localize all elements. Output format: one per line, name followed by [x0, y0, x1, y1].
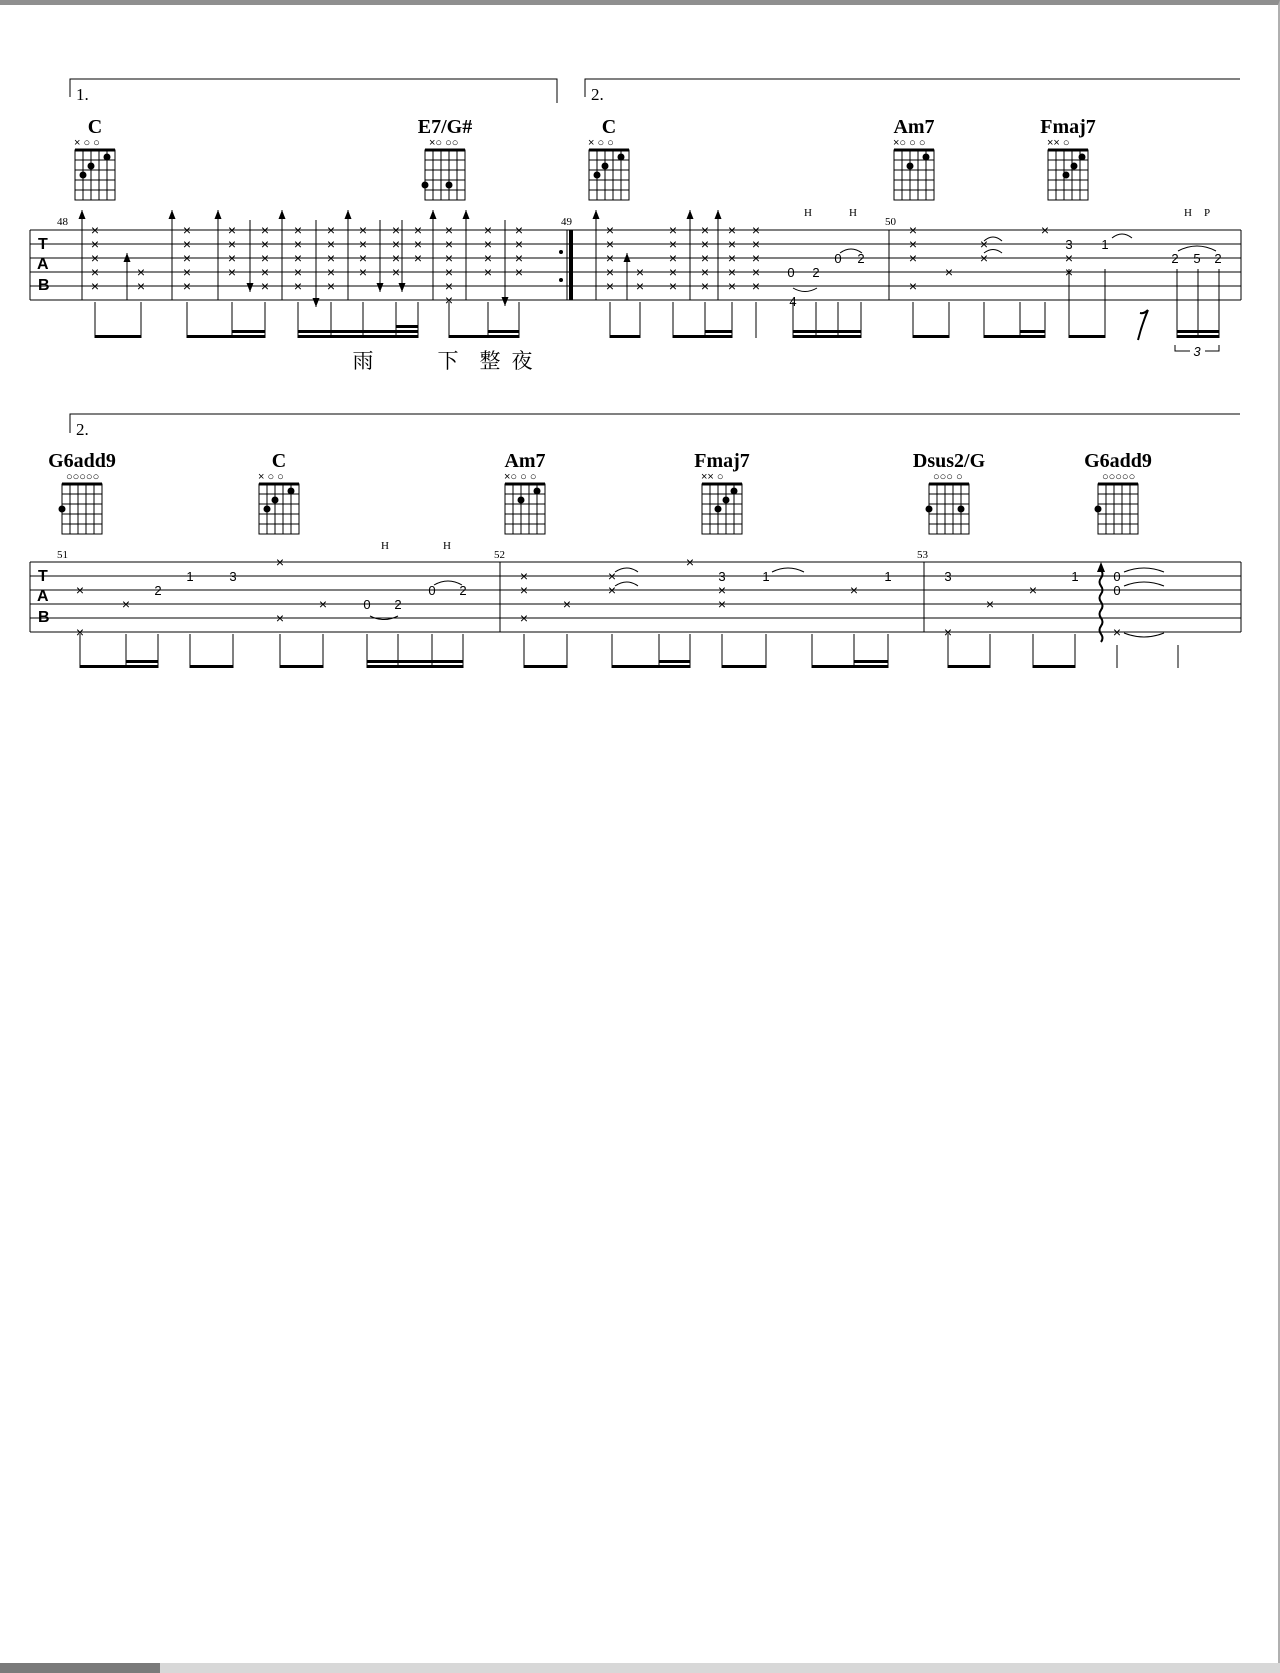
hammer-on-mark: H [849, 207, 857, 219]
chord-diagram-c [258, 450, 299, 534]
chord-diagram-fmaj7 [694, 450, 750, 534]
muted-note-x: × [727, 250, 737, 266]
strum-down-arrow-icon [313, 298, 320, 307]
muted-note-x: × [444, 292, 454, 308]
page-bottom-bar-segment [0, 1663, 160, 1673]
muted-note-x: × [444, 236, 454, 252]
chord-diagram-dsus2-g [913, 450, 986, 534]
strum-down-arrow-icon [247, 283, 254, 292]
open-mute-markers: × ○ ○ [588, 137, 614, 149]
note-beam [705, 330, 732, 333]
chord-diagram-c [588, 116, 629, 200]
muted-note-x: × [849, 582, 859, 598]
tab-label-t: T [38, 236, 48, 253]
muted-note-x: × [700, 250, 710, 266]
muted-note-x: × [908, 222, 918, 238]
muted-note-x: × [668, 278, 678, 294]
muted-note-x: × [182, 222, 192, 238]
muted-note-x: × [607, 582, 617, 598]
fret-number: 0 [428, 583, 436, 598]
tab-label-a: A [37, 256, 49, 273]
muted-note-x: × [483, 222, 493, 238]
muted-note-x: × [908, 250, 918, 266]
note-beam [793, 330, 861, 333]
muted-note-x: × [751, 264, 761, 280]
muted-note-x: × [668, 250, 678, 266]
tab-label-b: B [38, 609, 50, 626]
muted-note-x: × [483, 236, 493, 252]
chord-name: C [271, 450, 287, 472]
muted-note-x: × [444, 278, 454, 294]
muted-note-x: × [751, 222, 761, 238]
muted-note-x: × [75, 582, 85, 598]
strum-up-arrow-icon [279, 210, 286, 219]
muted-note-x: × [413, 236, 423, 252]
fret-number: 0 [1113, 583, 1121, 598]
chord-name: Dsus2/G [912, 450, 986, 472]
muted-note-x: × [607, 568, 617, 584]
fret-numbers-system-1 [787, 237, 1221, 309]
strum-up-arrow-icon [79, 210, 86, 219]
muted-note-x: × [483, 250, 493, 266]
muted-note-x: × [90, 264, 100, 280]
note-beam [984, 335, 1045, 338]
muted-note-x: × [136, 278, 146, 294]
measure-number: 49 [561, 216, 572, 228]
strum-up-arrow-icon [215, 210, 222, 219]
fret-number: 2 [394, 597, 402, 612]
note-beam [280, 665, 323, 668]
lyric-syllable: 整 [479, 349, 501, 373]
hammer-on-mark: H [804, 207, 812, 219]
hammer-on-mark: H [1184, 207, 1192, 219]
fret-number: 0 [1113, 569, 1121, 584]
strum-up-arrow-icon [463, 210, 470, 219]
muted-note-x: × [519, 610, 529, 626]
chord-diagram-am7 [893, 116, 935, 200]
muted-note-x: × [727, 264, 737, 280]
muted-note-x: × [635, 278, 645, 294]
muted-note-x: × [391, 264, 401, 280]
muted-note-x: × [514, 222, 524, 238]
muted-note-x: × [293, 222, 303, 238]
muted-note-x: × [1028, 582, 1038, 598]
strum-up-arrow-icon [715, 210, 722, 219]
muted-note-x: × [275, 610, 285, 626]
strum-up-arrow-icon [345, 210, 352, 219]
muted-note-x: × [1040, 222, 1050, 238]
page-bottom-bar [0, 1663, 1280, 1673]
muted-note-x: × [700, 278, 710, 294]
muted-note-x: × [75, 624, 85, 640]
volta-2-label: 2. [591, 85, 604, 104]
note-beam [610, 335, 640, 338]
muted-note-x: × [668, 236, 678, 252]
volta-2-bracket-system-2 [70, 414, 1240, 433]
muted-note-x: × [727, 236, 737, 252]
fret-number: 1 [884, 569, 892, 584]
muted-note-x: × [326, 264, 336, 280]
open-mute-markers: ×× ○ [701, 471, 724, 483]
fret-number: 1 [1071, 569, 1079, 584]
muted-note-x: × [413, 250, 423, 266]
note-beam [190, 665, 233, 668]
note-beam [1177, 335, 1219, 338]
open-mute-markers: ×○ ○ ○ [504, 471, 537, 483]
muted-note-x: × [444, 250, 454, 266]
muted-note-x: × [727, 278, 737, 294]
muted-note-x: × [318, 596, 328, 612]
muted-note-x: × [700, 222, 710, 238]
muted-note-x: × [979, 236, 989, 252]
muted-note-x: × [605, 264, 615, 280]
muted-note-x: × [943, 624, 953, 640]
muted-note-x: × [514, 264, 524, 280]
chord-name: C [601, 116, 617, 138]
fret-number: 2 [812, 265, 820, 280]
fret-number: 3 [229, 569, 237, 584]
muted-note-x: × [444, 222, 454, 238]
muted-note-x: × [908, 278, 918, 294]
note-beam [488, 330, 519, 333]
fret-number: 3 [944, 569, 952, 584]
muted-note-x: × [717, 582, 727, 598]
chord-name: G6add9 [48, 450, 116, 472]
muted-note-x: × [413, 222, 423, 238]
triplet-number: 3 [1193, 344, 1201, 359]
muted-note-x: × [275, 554, 285, 570]
muted-note-x: × [260, 278, 270, 294]
strum-up-arrow-icon [430, 210, 437, 219]
measure-number: 51 [57, 549, 68, 561]
strum-up-arrow-icon [593, 210, 600, 219]
chord-name: Fmaj7 [1040, 116, 1096, 138]
muted-note-x: × [358, 222, 368, 238]
hammer-on-mark: H [381, 540, 389, 552]
chord-name: E7/G# [417, 116, 473, 138]
tab-label-b: B [38, 277, 50, 294]
volta-2-label: 2. [76, 420, 89, 439]
muted-note-x: × [326, 222, 336, 238]
muted-note-x: × [326, 278, 336, 294]
fret-number: 2 [857, 251, 865, 266]
lyric-syllable: 夜 [511, 349, 533, 373]
chord-diagram-c [74, 116, 115, 200]
strum-down-arrow-icon [502, 297, 509, 306]
note-beam [1177, 330, 1219, 333]
muted-note-x: × [1112, 624, 1122, 640]
fret-number: 2 [1214, 251, 1222, 266]
hammer-on-mark: H [443, 540, 451, 552]
open-mute-markers: ○○○○○ [66, 471, 100, 483]
muted-note-x: × [519, 568, 529, 584]
pull-off-mark: P [1204, 207, 1211, 219]
measure-number: 48 [57, 216, 68, 228]
tab-staff-system-2 [30, 562, 1241, 632]
chord-grid [425, 150, 465, 200]
muted-note-x: × [751, 236, 761, 252]
muted-note-x: × [483, 264, 493, 280]
fret-number: 3 [1065, 237, 1073, 252]
muted-note-x: × [358, 236, 368, 252]
open-mute-markers: ○○○ ○ [933, 471, 963, 483]
muted-note-x: × [668, 264, 678, 280]
strum-up-arrow-icon [169, 210, 176, 219]
note-beam [659, 660, 690, 663]
arpeggio-wavy-line [1100, 570, 1103, 642]
note-beam [367, 665, 463, 668]
note-beam [232, 330, 265, 333]
fret-number: 1 [1101, 237, 1109, 252]
muted-note-x: × [519, 582, 529, 598]
chord-diagram-g6add9 [48, 450, 116, 534]
muted-note-x: × [260, 222, 270, 238]
chord-name: G6add9 [1084, 450, 1152, 472]
chord-grid-frame [425, 150, 465, 200]
muted-note-x: × [136, 264, 146, 280]
muted-note-x: × [227, 264, 237, 280]
open-mute-markers: ×○ ○○ [429, 137, 459, 149]
muted-note-x: × [727, 222, 737, 238]
muted-note-x: × [182, 264, 192, 280]
muted-note-x: × [444, 264, 454, 280]
muted-note-x: × [90, 222, 100, 238]
muted-note-x: × [391, 222, 401, 238]
muted-note-x: × [90, 278, 100, 294]
note-beam [187, 335, 265, 338]
muted-note-x: × [685, 554, 695, 570]
note-beam [95, 335, 141, 338]
note-beam [1020, 330, 1045, 333]
chord-diagram-fmaj7 [1040, 116, 1096, 200]
volta-1-bracket [70, 79, 557, 103]
chord-grid-frame [1098, 484, 1138, 534]
muted-note-x: × [358, 250, 368, 266]
muted-note-x: × [326, 236, 336, 252]
muted-note-x: × [605, 250, 615, 266]
strum-down-arrow-icon [399, 283, 406, 292]
note-beam [1033, 665, 1075, 668]
open-mute-markers: ×× ○ [1047, 137, 1070, 149]
muted-note-x: × [293, 236, 303, 252]
muted-note-x: × [700, 264, 710, 280]
note-beam [913, 335, 949, 338]
muted-note-x: × [700, 236, 710, 252]
tablature-sheet [0, 5, 1278, 1655]
note-beam [722, 665, 766, 668]
chord-diagram-g6add9 [1084, 450, 1152, 534]
note-beam [524, 665, 567, 668]
tab-label-a: A [37, 588, 49, 605]
muted-note-x: × [514, 236, 524, 252]
muted-note-x: × [260, 250, 270, 266]
note-beam [948, 665, 990, 668]
fret-number: 1 [186, 569, 194, 584]
note-beam [367, 660, 463, 663]
chord-grid-frame [62, 484, 102, 534]
muted-note-x: × [293, 264, 303, 280]
open-mute-markers: × ○ ○ [74, 137, 100, 149]
measure-number: 52 [494, 549, 505, 561]
fret-number: 4 [789, 294, 797, 309]
measure-number: 53 [917, 549, 928, 561]
chord-name: Am7 [893, 116, 935, 138]
chord-name: Fmaj7 [694, 450, 750, 472]
note-beam [298, 335, 418, 338]
muted-note-x: × [751, 250, 761, 266]
muted-note-x: × [391, 236, 401, 252]
note-beam [396, 325, 418, 328]
muted-note-x: × [605, 278, 615, 294]
muted-note-x: × [985, 596, 995, 612]
note-beam [854, 660, 888, 663]
fret-number: 5 [1193, 251, 1201, 266]
chord-diagram-am7 [504, 450, 546, 534]
muted-note-x: × [1064, 250, 1074, 266]
muted-note-x: × [90, 236, 100, 252]
muted-note-x: × [944, 264, 954, 280]
note-beam [80, 665, 158, 668]
fret-number: 0 [787, 265, 795, 280]
muted-note-x: × [326, 250, 336, 266]
muted-note-x: × [605, 222, 615, 238]
muted-note-x: × [358, 264, 368, 280]
fret-number: 0 [834, 251, 842, 266]
volta-1-label: 1. [76, 85, 89, 104]
fret-number: 2 [154, 583, 162, 598]
note-beam [449, 335, 488, 338]
muted-note-x: × [668, 222, 678, 238]
muted-note-x: × [717, 596, 727, 612]
muted-note-x: × [635, 264, 645, 280]
muted-note-x: × [562, 596, 572, 612]
muted-note-x: × [182, 278, 192, 294]
measure-number: 50 [885, 216, 896, 228]
fret-number: 2 [459, 583, 467, 598]
muted-note-x: × [293, 250, 303, 266]
muted-note-x: × [90, 250, 100, 266]
muted-note-x: × [1064, 264, 1074, 280]
note-beam [793, 335, 861, 338]
muted-note-x: × [293, 278, 303, 294]
chord-grid [62, 484, 102, 534]
muted-note-x: × [908, 236, 918, 252]
note-beam [812, 665, 888, 668]
note-beam [1069, 335, 1105, 338]
lyric-syllable: 下 [437, 349, 459, 373]
muted-note-x: × [260, 264, 270, 280]
open-mute-markers: ○○○○○ [1102, 471, 1136, 483]
strum-up-arrow-icon [687, 210, 694, 219]
fret-number: 0 [363, 597, 371, 612]
muted-note-x: × [514, 250, 524, 266]
chord-name: Am7 [504, 450, 546, 472]
muted-note-x: × [182, 236, 192, 252]
tab-label-t: T [38, 568, 48, 585]
open-mute-markers: ×○ ○ ○ [893, 137, 926, 149]
strum-down-arrow-icon [377, 283, 384, 292]
muted-note-x: × [605, 236, 615, 252]
note-beam [126, 660, 158, 663]
eighth-rest-icon [1138, 310, 1148, 340]
muted-note-x: × [121, 596, 131, 612]
muted-note-x: × [751, 278, 761, 294]
note-beam [488, 335, 519, 338]
muted-note-x: × [260, 236, 270, 252]
arpeggio-arrow-icon [1097, 562, 1105, 572]
chord-name: C [87, 116, 103, 138]
muted-note-x: × [227, 250, 237, 266]
note-beam [298, 330, 418, 333]
chord-grid [1098, 484, 1138, 534]
muted-note-x: × [227, 236, 237, 252]
muted-note-x: × [182, 250, 192, 266]
note-beam [673, 335, 732, 338]
muted-note-x: × [391, 250, 401, 266]
lyric-syllable: 雨 [352, 349, 374, 373]
note-beam [612, 665, 690, 668]
volta-2-bracket [585, 79, 1240, 97]
strum-pattern-system-2 [76, 554, 1178, 668]
open-mute-markers: × ○ ○ [258, 471, 284, 483]
muted-note-x: × [979, 250, 989, 266]
fret-number: 3 [718, 569, 726, 584]
fret-number: 2 [1171, 251, 1179, 266]
muted-note-x: × [227, 222, 237, 238]
fret-number: 1 [762, 569, 770, 584]
chord-diagram-e7-g-sharp [418, 116, 472, 200]
